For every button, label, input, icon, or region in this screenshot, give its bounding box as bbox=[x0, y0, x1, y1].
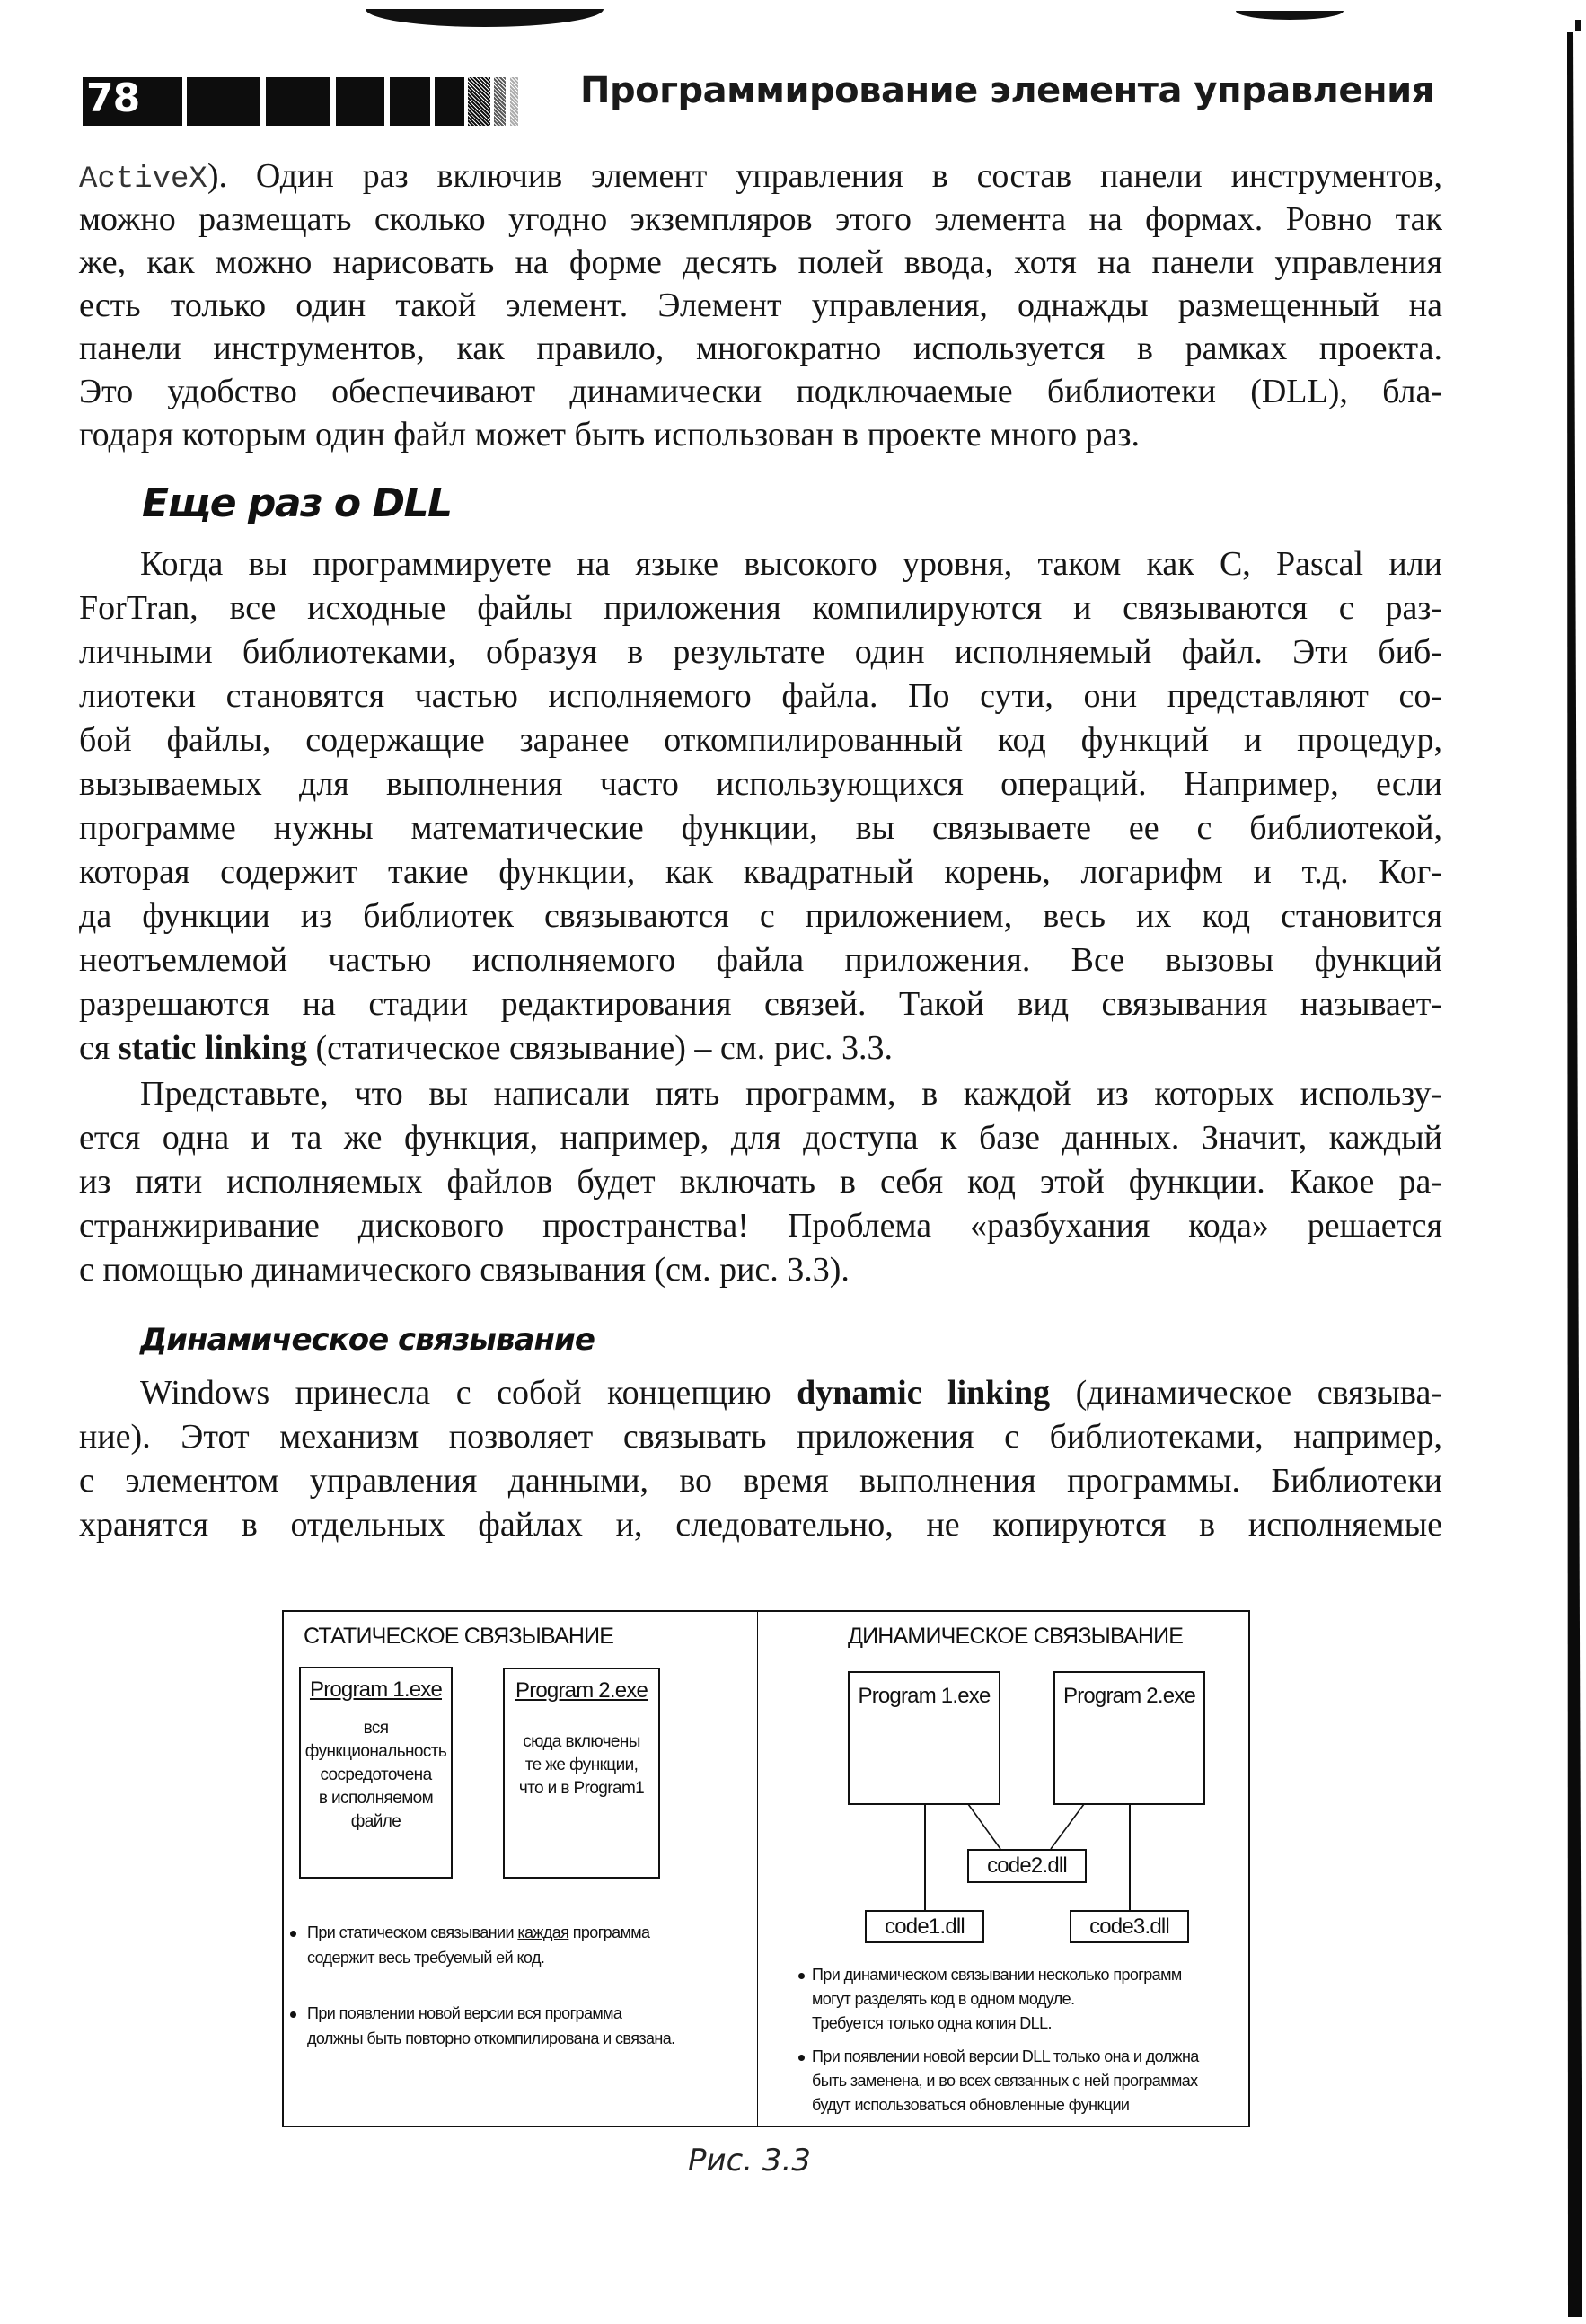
header-bar bbox=[187, 77, 260, 126]
text-run: программа bbox=[568, 1923, 650, 1941]
static-program1-box bbox=[299, 1667, 453, 1879]
box-text: те же функции, bbox=[524, 1756, 639, 1774]
section-heading: Еще раз о DLL bbox=[142, 480, 452, 526]
text-line: бой файлы, содержащие заранее откомпилированный код функций и процедур, bbox=[79, 721, 1442, 759]
text-run: Windows принесла с собой концепцию bbox=[140, 1374, 797, 1412]
bullet-icon bbox=[290, 1931, 296, 1937]
dll-box-code1 bbox=[865, 1910, 984, 1943]
bullet-line: При динамическом связывании несколько программ bbox=[812, 1966, 1182, 1984]
text-line: Представьте, что вы написали пять программ, в каждой из которых использу- bbox=[140, 1075, 1442, 1113]
text-line: есть только один такой элемент. Элемент управления, однажды размещенный на bbox=[79, 286, 1442, 324]
header-bar-halftone bbox=[494, 77, 506, 126]
running-title: Программирование элемента управления bbox=[580, 70, 1434, 111]
text-line: программе нужны математические функции, вы связываете ее с библиотекой, bbox=[79, 809, 1442, 847]
header-bar bbox=[435, 77, 464, 126]
program-label: Program 2.exe bbox=[1062, 1684, 1195, 1708]
text-run: (динамическое связыва- bbox=[1050, 1374, 1442, 1412]
text-line: странжиривание дискового пространства! Проблема «разбухания кода» решается bbox=[79, 1207, 1442, 1245]
text-line: можно размещать сколько угодно экземпляров этого элемента на формах. Ровно так bbox=[79, 200, 1442, 238]
figure-caption: Рис. 3.3 bbox=[688, 2143, 811, 2179]
program-label: Program 1.exe bbox=[858, 1684, 991, 1708]
text-line: ется одна и та же функция, например, для доступа к базе данных. Значит, каждый bbox=[79, 1119, 1442, 1157]
box-text: сюда включены bbox=[523, 1732, 640, 1751]
text-line: неотъемлемой частью исполняемого файла приложения. Все вызовы функций bbox=[79, 941, 1442, 979]
text-line: годаря которым один файл может быть использован в проекте много раз. bbox=[79, 416, 1140, 453]
text-line: ние). Этот механизм позволяет связывать приложения с библиотеками, например, bbox=[79, 1418, 1442, 1456]
text-line: лиотеки становятся частью исполняемого файла. По сути, они представляют со- bbox=[79, 677, 1442, 715]
bullet-line: быть заменена, и во всех связанных с ней программах bbox=[812, 2072, 1198, 2090]
text-run: ся bbox=[79, 1029, 119, 1067]
box-text: что и в Program1 bbox=[518, 1779, 645, 1798]
term-bold: dynamic linking bbox=[797, 1374, 1051, 1412]
text-line: хранятся в отдельных файлах и, следовательно, не копируются в исполняемые bbox=[79, 1506, 1442, 1544]
dll-box-code3 bbox=[1070, 1910, 1189, 1943]
bullet-icon bbox=[290, 2011, 296, 2018]
figure-divider bbox=[757, 1610, 758, 2127]
box-text: сосредоточена bbox=[320, 1765, 432, 1784]
text-line bbox=[140, 1371, 1442, 1415]
text-line: ForTran, все исходные файлы приложения компилируются и связываются с раз- bbox=[79, 589, 1442, 627]
static-program2-box bbox=[503, 1668, 660, 1879]
header-bar bbox=[390, 77, 430, 126]
box-text: функциональность bbox=[304, 1742, 447, 1761]
bullet-icon bbox=[798, 2055, 805, 2061]
text-line: с помощью динамического связывания (см. рис. 3.3). bbox=[79, 1251, 850, 1289]
text-line: Когда вы программируете на языке высокого уровня, таком как C, Pascal или bbox=[140, 545, 1442, 583]
dynamic-program1-box bbox=[848, 1671, 1000, 1805]
text-line: разрешаются на стадии редактирования связей. Такой вид связывания называет- bbox=[79, 985, 1442, 1023]
box-text: в исполняемом bbox=[318, 1789, 434, 1808]
text-line: личными библиотеками, образуя в результате один исполняемый файл. Эти биб- bbox=[79, 633, 1442, 671]
subsection-heading: Динамическое связывание bbox=[140, 1322, 595, 1358]
text-line: которая содержит такие функции, как квадратный корень, логарифм и т.д. Ког- bbox=[79, 853, 1442, 891]
text-line: панели инструментов, как правило, многократно используется в рамках проекта. bbox=[79, 330, 1442, 367]
bullet-line: При появлении новой версии вся программа bbox=[307, 2004, 622, 2022]
bullet-line: могут разделять код в одном модуле. bbox=[812, 1990, 1075, 2008]
code-term: ActiveX bbox=[79, 163, 207, 197]
page-number: 78 bbox=[86, 75, 140, 121]
static-panel-title: СТАТИЧЕСКОЕ СВЯЗЫВАНИЕ bbox=[304, 1624, 614, 1649]
term-bold: static linking bbox=[118, 1029, 307, 1067]
bullet-line bbox=[307, 1920, 649, 1945]
header-bar bbox=[266, 77, 330, 126]
dll-label: code2.dll bbox=[987, 1853, 1067, 1878]
box-text: вся bbox=[363, 1719, 389, 1738]
header-bar-halftone bbox=[510, 77, 518, 126]
box-text: файле bbox=[350, 1812, 401, 1831]
page-edge-shadow bbox=[1575, 20, 1581, 31]
text-line bbox=[79, 154, 1442, 202]
emphasis: каждая bbox=[517, 1923, 569, 1941]
program-label: Program 2.exe bbox=[515, 1678, 648, 1703]
dynamic-panel-title: ДИНАМИЧЕСКОЕ СВЯЗЫВАНИЕ bbox=[848, 1624, 1184, 1649]
text-line: Это удобство обеспечивают динамически подключаемые библиотеки (DLL), бла- bbox=[79, 373, 1442, 410]
dynamic-program2-box bbox=[1053, 1671, 1205, 1805]
text-run: При статическом связывании bbox=[307, 1923, 518, 1941]
scan-smudge bbox=[366, 9, 604, 27]
dll-label: code3.dll bbox=[1089, 1915, 1169, 1939]
text-line: с элементом управления данными, во время выполнения программы. Библиотеки bbox=[79, 1462, 1442, 1500]
bullet-line: Требуется только одна копия DLL. bbox=[812, 2014, 1052, 2032]
bullet-icon bbox=[798, 1973, 805, 1979]
header-bar-halftone bbox=[468, 77, 490, 126]
text-line: же, как можно нарисовать на форме десять полей ввода, хотя на панели управления bbox=[79, 243, 1442, 281]
text-line bbox=[79, 1026, 1442, 1070]
text-line: из пяти исполняемых файлов будет включать в себя код этой функции. Какое ра- bbox=[79, 1163, 1442, 1201]
text-line: вызываемых для выполнения часто использующихся операций. Например, если bbox=[79, 765, 1442, 803]
bullet-line: содержит весь требуемый ей код. bbox=[307, 1949, 545, 1967]
bullet-line: При появлении новой версии DLL только она и должна bbox=[812, 2047, 1199, 2065]
dll-box-code2 bbox=[967, 1849, 1087, 1883]
text-run: ). Один раз включив элемент управления в состав панели инструментов, bbox=[207, 157, 1442, 195]
text-line: да функции из библиотек связываются с приложением, весь их код становится bbox=[79, 897, 1442, 935]
text-run: (статическое связывание) – см. рис. 3.3. bbox=[306, 1029, 893, 1067]
dll-label: code1.dll bbox=[885, 1915, 965, 1939]
bullet-line: будут использоваться обновленные функции bbox=[812, 2096, 1130, 2114]
bullet-line: должны быть повторно откомпилирована и связана. bbox=[307, 2029, 675, 2047]
program-label: Program 1.exe bbox=[309, 1677, 442, 1702]
scan-smudge bbox=[1236, 11, 1344, 20]
header-bar bbox=[336, 77, 384, 126]
